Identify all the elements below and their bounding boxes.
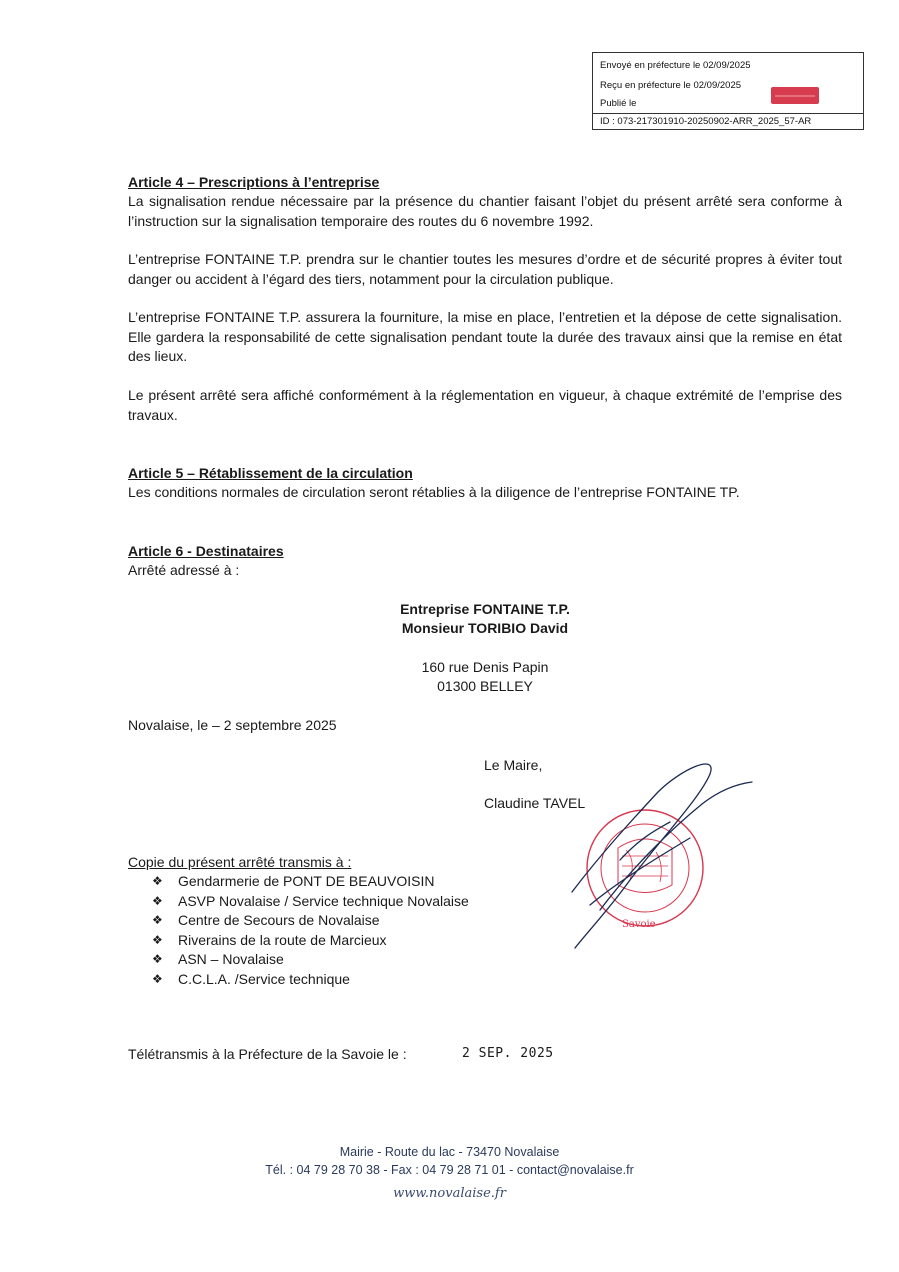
recipient-city: 01300 BELLEY	[437, 678, 533, 694]
diamond-bullet-icon: ❖	[152, 971, 163, 986]
footer-address: Mairie - Route du lac - 73470 Novalaise	[339, 1145, 560, 1159]
list-item: ❖ Centre de Secours de Novalaise	[152, 911, 469, 931]
stamp-id: ID : 073-217301910-20250902-ARR_2025_57-AR	[593, 113, 863, 129]
recipient-person: Monsieur TORIBIO David	[401, 620, 569, 636]
list-item: ❖ Riverains de la route de Marcieux	[152, 931, 469, 951]
official-seal-and-signature	[560, 760, 760, 950]
list-item: ❖ C.C.L.A. /Service technique	[152, 970, 469, 990]
list-item: ❖ ASN – Novalaise	[152, 950, 469, 970]
prefecture-stamp	[592, 52, 864, 130]
list-item: ❖ ASVP Novalaise / Service technique Novalaise	[152, 892, 469, 912]
signatory-role: Le Maire,	[484, 757, 543, 773]
footer-website: www.novalaise.fr	[393, 1186, 506, 1201]
article-6-heading: Article 6 - Destinataires	[128, 543, 284, 559]
mairie-seal	[587, 810, 703, 926]
diamond-bullet-icon: ❖	[152, 932, 163, 947]
copies-list	[152, 872, 469, 989]
stamp-received: Reçu en préfecture le 02/09/2025	[600, 80, 742, 91]
recipient-street: 160 rue Denis Papin	[421, 659, 549, 675]
place-date: Novalaise, le – 2 septembre 2025	[128, 717, 337, 733]
article-5-heading: Article 5 – Rétablissement de la circulation	[128, 465, 413, 481]
seal-text: Savoie	[622, 919, 656, 930]
footer-contact: Tél. : 04 79 28 70 38 - Fax : 04 79 28 71 01 - contact@novalaise.fr	[265, 1163, 634, 1177]
copies-heading	[128, 853, 428, 873]
diamond-bullet-icon: ❖	[152, 913, 163, 927]
diamond-bullet-icon: ❖	[152, 952, 163, 966]
article-4-paragraph-2: L’entreprise FONTAINE T.P. prendra sur le chantier toutes les mesures d’ordre et de sécurité propres à éviter tout danger ou accident à l’égard des tiers, notamment pour la circulation publique.	[128, 251, 842, 287]
article-4-paragraph-4: Le présent arrêté sera affiché conformément à la réglementation en vigueur, à chaque extrémité de l’emprise des travaux.	[128, 387, 842, 423]
article-4-paragraph-1: La signalisation rendue nécessaire par la présence du chantier faisant l’objet du présent arrêté sera conforme à l’instruction sur la signalisation temporaire des routes du 6 novembre 1992.	[128, 193, 842, 229]
article-4-heading: Article 4 – Prescriptions à l’entreprise	[128, 174, 380, 190]
diamond-bullet-icon: ❖	[152, 893, 163, 908]
stamp-sent: Envoyé en préfecture le 02/09/2025	[600, 60, 751, 71]
berger-levrault-logo	[771, 87, 819, 104]
recipient-company: Entreprise FONTAINE T.P.	[400, 601, 570, 617]
article-4-paragraph-3: L’entreprise FONTAINE T.P. assurera la fourniture, la mise en place, l’entretien et la dépose de cette signalisation. Elle gardera la responsabilité de cette signalisation pendant toute la durée des travaux ainsi que la remise en état des lieux.	[128, 309, 842, 364]
teletransmission-date-stamp: 2 SEP. 2025	[462, 1046, 554, 1061]
signatory-name: Claudine TAVEL	[484, 795, 586, 811]
article-6-intro: Arrêté adressé à :	[128, 562, 240, 578]
diamond-bullet-icon: ❖	[152, 874, 163, 888]
article-5-paragraph-1: Les conditions normales de circulation seront rétablies à la diligence de l’entreprise FONTAINE TP.	[128, 484, 740, 500]
teletransmission-label: Télétransmis à la Préfecture de la Savoie le :	[128, 1046, 407, 1062]
copies-heading-text: Copie du présent arrêté transmis à :	[128, 854, 352, 870]
list-item: ❖ Gendarmerie de PONT DE BEAUVOISIN	[152, 872, 469, 892]
stamp-published: Publié le	[600, 98, 637, 109]
